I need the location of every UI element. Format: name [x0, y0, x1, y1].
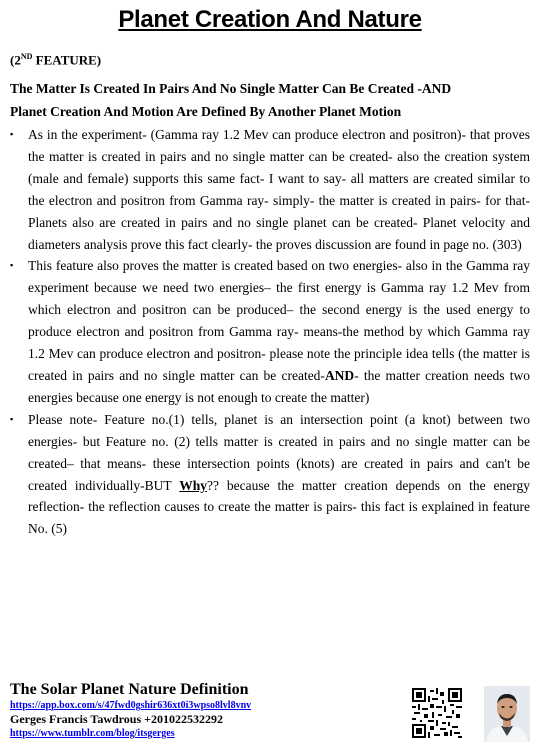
footer-box-link[interactable]: https://app.box.com/s/47fwd0gshir636xt0i3wpso8lvl8vnv: [10, 700, 252, 711]
bullet-1-text: As in the experiment- (Gamma ray 1.2 Mev can produce electron and positron)- that proves the matter is created in pairs and no single matter can be created- also the creation system (male and female) supports this same fact- I want to say- all matters are created similar to the electron and positron from Gamma ray- simply- the matter is created in pairs- for that- Planets also are created in pairs and no single planet can be created- Planet velocity and diameters analysis prove this fact clearly- the proves discussion are found in page no. (303): [28, 127, 530, 252]
heading-line-1: The Matter Is Created In Pairs And No Single Matter Can Be Created -AND: [10, 81, 452, 96]
feature-label-sup: ND: [20, 52, 33, 61]
author-photo: [484, 686, 530, 742]
feature-label-prefix: (2: [10, 52, 21, 68]
bullet-item-3: [10, 409, 530, 540]
feature-label-suffix: FEATURE): [32, 52, 102, 68]
bullet-item-2: [10, 255, 530, 408]
bullet-3-text-b: ?? because the matter creation depends on the energy reflection- the reflection causes to create the matter is pairs- this fact is explained in feature No. (5): [28, 477, 530, 537]
bullet-2-bold: AND: [324, 367, 355, 383]
heading-line-2: Planet Creation And Motion Are Defined By Another Planet Motion: [10, 104, 402, 119]
bullet-square-icon: ▪: [10, 413, 14, 424]
bullet-2-text-b: - the matter creation needs two energies because one energy is not enough to create the matter): [28, 367, 530, 405]
bullet-square-icon: ▪: [10, 260, 14, 271]
feature-label: [10, 52, 101, 68]
bullet-3-bold: Why: [179, 477, 208, 493]
bullet-3-text-a: Please note- Feature no.(1) tells, planet is an intersection point (a knot) between two energies- but Feature no. (2) tells matter is created in pairs and no single matter can be created– that means- these intersection points (knots) are created in pairs and can't be created individually-BUT: [28, 411, 530, 493]
footer-tumblr-link[interactable]: https://www.tumblr.com/blog/itsgerges: [10, 728, 175, 739]
qr-code-icon: [412, 688, 462, 738]
bullet-2-text-a: This feature also proves the matter is created based on two energies- also in the Gamma ray experiment because we need two energies– the first energy is Gamma ray 1.2 Mev from which electron and positron can be produced– the second energy is the used energy to produce electron and positron from Gamma ray- means-the method by which Gamma ray 1.2 Mev can produce electron and positron- please note the principle idea tells (the matter is created in pairs and no single matter can be created-: [28, 258, 530, 383]
page-title: Planet Creation And Nature: [118, 6, 422, 33]
bullet-square-icon: ▪: [10, 129, 14, 139]
bullet-item-1: [10, 124, 530, 255]
bullet-list: [10, 124, 530, 540]
footer-title: The Solar Planet Nature Definition: [10, 681, 249, 698]
footer-author: Gerges Francis Tawdrous +201022532292: [10, 712, 223, 726]
